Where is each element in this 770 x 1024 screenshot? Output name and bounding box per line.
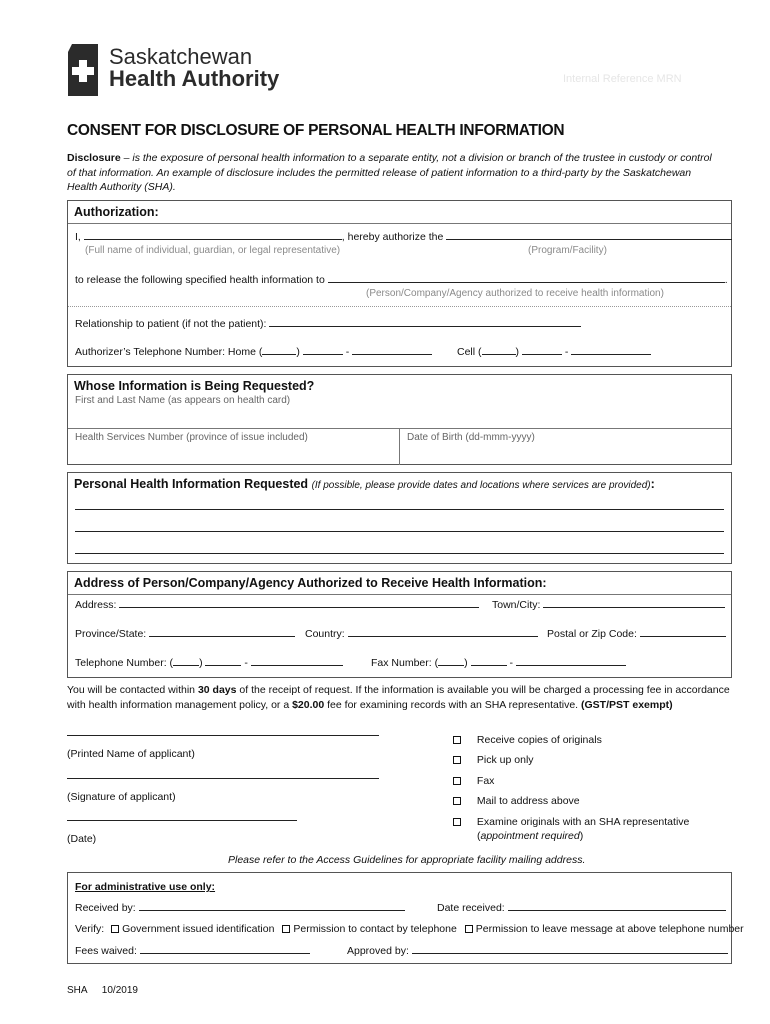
org-name-line1: Saskatchewan <box>109 44 253 69</box>
phi-heading-note: (If possible, please provide dates and locations where services are provided) <box>311 480 651 491</box>
option-receive-copies[interactable] <box>453 734 602 746</box>
printed-name-field[interactable] <box>67 735 379 736</box>
patient-section <box>67 374 732 465</box>
hereby-label: , hereby authorize the <box>341 231 444 243</box>
recipient-phone-paren-close: ) <box>199 657 203 669</box>
option-mail[interactable] <box>453 795 580 807</box>
option-examine-label: Examine originals with an SHA representative <box>476 816 690 828</box>
address-field[interactable] <box>119 607 479 608</box>
recipient-address-section <box>67 571 732 678</box>
option-pickup-label: Pick up only <box>476 754 534 766</box>
phi-heading-colon: : <box>650 477 655 491</box>
home-phone-line-field[interactable] <box>352 354 432 355</box>
recipient-phone-line-field[interactable] <box>251 665 343 666</box>
notice-text-2: of the receipt of request. If the information is available you will be charged a processing fee in accordance with health information management policy, or a <box>67 684 730 711</box>
disclosure-term: Disclosure <box>67 152 121 164</box>
recipient-area-code-field[interactable] <box>173 665 199 666</box>
health-services-number-label: Health Services Number (province of issue included) <box>75 432 308 443</box>
mailing-guidelines-note: Please refer to the Access Guidelines for appropriate facility mailing address. <box>228 854 586 866</box>
recipient-phone-label: Telephone Number: ( <box>75 657 174 669</box>
date-field[interactable] <box>67 820 297 821</box>
checkbox-icon[interactable] <box>465 925 473 933</box>
fees-waived-label: Fees waived: <box>75 945 137 957</box>
footer-code: SHA <box>67 985 88 996</box>
home-area-code-field[interactable] <box>262 354 296 355</box>
fax-area-code-field[interactable] <box>438 665 464 666</box>
home-phone-dash: - <box>345 346 350 358</box>
cell-area-code-field[interactable] <box>482 354 516 355</box>
printed-name-label: (Printed Name of applicant) <box>67 748 195 760</box>
phi-section <box>67 472 732 564</box>
page-title: CONSENT FOR DISCLOSURE OF PERSONAL HEALTH INFORMATION <box>67 122 565 139</box>
internal-reference: Internal Reference MRN <box>563 73 682 85</box>
checkbox-icon[interactable] <box>453 818 461 826</box>
verify-permission-contact: Permission to contact by telephone <box>293 923 457 935</box>
release-label: to release the following specified health information to <box>75 274 325 286</box>
town-city-field[interactable] <box>543 607 725 608</box>
checkbox-icon[interactable] <box>453 736 461 744</box>
authorizer-i-label: I, <box>75 231 81 243</box>
recipient-phone-dash: - <box>244 657 248 669</box>
checkbox-icon[interactable] <box>111 925 119 933</box>
disclosure-text: – is the exposure of personal health information to a separate entity, not a division or branch of the trustee in custody or control of that information. An example of disclosure includes the permitted release of patient information to a third-party by the Saskatchewan Health Authority (SHA). <box>67 152 712 193</box>
sha-logo-icon <box>66 42 100 98</box>
cell-phone-label: Cell ( <box>457 346 482 358</box>
province-state-field[interactable] <box>149 636 295 637</box>
notice-text-1: You will be contacted within <box>67 684 198 696</box>
authorization-section <box>67 200 732 367</box>
province-state-label: Province/State: <box>75 628 147 640</box>
notice-tax-exempt: (GST/PST exempt) <box>581 698 673 711</box>
fax-prefix-field[interactable] <box>471 665 507 666</box>
home-paren-close: ) <box>296 346 300 358</box>
fees-waived-field[interactable] <box>140 953 310 954</box>
recipient-field[interactable] <box>328 282 725 283</box>
release-period: . <box>724 274 728 286</box>
option-pick-up[interactable] <box>453 754 534 766</box>
verify-gov-id: Government issued identification <box>122 923 275 935</box>
verify-label: Verify: <box>75 923 105 935</box>
processing-fee-notice <box>67 683 732 712</box>
date-label: (Date) <box>67 833 97 845</box>
home-phone-prefix-field[interactable] <box>303 354 343 355</box>
cell-paren-close: ) <box>515 346 520 358</box>
country-label: Country: <box>305 628 345 640</box>
examine-note-paren-close: ) <box>579 830 584 842</box>
town-city-label: Town/City: <box>492 599 541 611</box>
checkbox-icon[interactable] <box>453 797 461 805</box>
admin-heading: For administrative use only: <box>75 881 216 893</box>
recipient-address-heading: Address of Person/Company/Agency Authorized to Receive Health Information: <box>68 572 731 595</box>
health-services-number-field[interactable] <box>68 429 400 465</box>
date-received-label: Date received: <box>437 902 505 914</box>
patient-name-field[interactable] <box>68 394 731 429</box>
relationship-field[interactable] <box>269 326 581 327</box>
authorizer-phone-label: Authorizer’s Telephone Number: Home ( <box>75 346 263 358</box>
approved-by-field[interactable] <box>412 953 728 954</box>
relationship-label: Relationship to patient (if not the patient): <box>75 318 267 330</box>
cell-phone-line-field[interactable] <box>571 354 651 355</box>
admin-section <box>67 872 744 964</box>
country-field[interactable] <box>348 636 538 637</box>
checkbox-icon[interactable] <box>453 756 461 764</box>
footer-version: 10/2019 <box>101 985 138 996</box>
cell-phone-prefix-field[interactable] <box>522 354 562 355</box>
recipient-phone-prefix-field[interactable] <box>205 665 241 666</box>
fax-paren-close: ) <box>464 657 468 669</box>
divider <box>68 306 731 307</box>
recipient-hint: (Person/Company/Agency authorized to receive health information) <box>366 288 664 299</box>
phi-heading-text: Personal Health Information Requested <box>74 477 309 491</box>
fax-dash: - <box>509 657 513 669</box>
notice-days: 30 days <box>197 684 237 696</box>
phi-line-2[interactable] <box>75 531 724 532</box>
received-by-field[interactable] <box>139 910 405 911</box>
authorization-heading: Authorization: <box>68 201 731 224</box>
postal-code-field[interactable] <box>640 636 726 637</box>
option-examine-originals[interactable] <box>453 816 689 828</box>
option-fax-label: Fax <box>476 775 495 787</box>
signature-field[interactable] <box>67 778 379 779</box>
address-label: Address: <box>75 599 117 611</box>
fax-line-field[interactable] <box>516 665 626 666</box>
checkbox-icon[interactable] <box>453 777 461 785</box>
date-of-birth-field[interactable] <box>400 429 731 465</box>
patient-name-label: First and Last Name (as appears on health card) <box>75 395 291 406</box>
verify-permission-message: Permission to leave message at above telephone number <box>475 923 744 935</box>
date-of-birth-label: Date of Birth (dd-mmm-yyyy) <box>407 432 535 443</box>
phi-heading <box>68 473 731 495</box>
approved-by-label: Approved by: <box>347 945 409 957</box>
option-fax[interactable] <box>453 775 494 787</box>
examine-note-paren-open: ( <box>477 830 481 842</box>
signature-label: (Signature of applicant) <box>67 791 176 803</box>
postal-code-label: Postal or Zip Code: <box>547 628 637 640</box>
option-mail-label: Mail to address above <box>476 795 580 807</box>
program-facility-hint: (Program/Facility) <box>528 245 607 256</box>
checkbox-icon[interactable] <box>282 925 290 933</box>
option-receive-label: Receive copies of originals <box>476 734 602 746</box>
patient-heading: Whose Information is Being Requested? <box>74 379 315 393</box>
notice-text-3: fee for examining records with an SHA representative. <box>324 698 582 711</box>
date-received-field[interactable] <box>508 910 726 911</box>
notice-fee: $20.00 <box>292 698 325 711</box>
fax-label: Fax Number: ( <box>371 657 439 669</box>
option-examine-note <box>477 830 583 842</box>
program-facility-field[interactable] <box>446 239 732 240</box>
logo <box>66 42 100 98</box>
received-by-label: Received by: <box>75 902 136 914</box>
phi-line-1[interactable] <box>75 509 724 510</box>
authorizer-name-hint: (Full name of individual, guardian, or legal representative) <box>85 245 341 256</box>
authorizer-name-field[interactable] <box>84 239 342 240</box>
footer <box>67 985 138 996</box>
examine-note-text: appointment required <box>480 830 580 842</box>
disclosure-paragraph <box>67 151 717 195</box>
cell-phone-dash: - <box>564 346 569 358</box>
phi-line-3[interactable] <box>75 553 724 554</box>
org-name-line2: Health Authority <box>109 66 280 91</box>
